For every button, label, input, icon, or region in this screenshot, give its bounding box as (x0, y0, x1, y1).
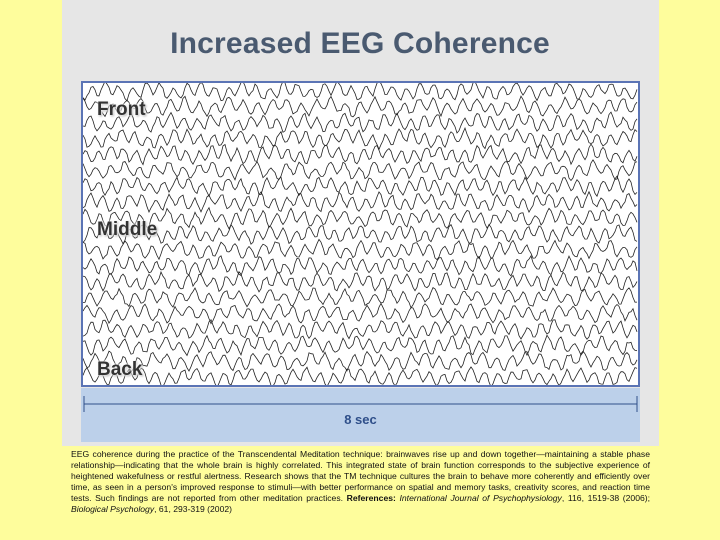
caption-text: EEG coherence during the practice of the Transcendental Meditation technique: brainwaves rise up and down together—maintaining a stable phase relationship—indicating that the whole brain is highly correlated. This integrated state of brain function corresponds to the subjective experience of heightened wakefulness or restful alertness. Research shows that the TM technique cultures the brain to behave more coherently and efficiently over time, as seen in a person's improved response to stimuli—with better performance on spatial and memory tasks, creativity scores, and reaction time tests. Such findings are not reported from other meditation practices. (71, 449, 650, 503)
eeg-trace (83, 83, 637, 101)
eeg-trace (83, 225, 637, 245)
eeg-trace (83, 208, 637, 229)
page-title: Increased EEG Coherence (170, 27, 550, 60)
region-label-back: Back (97, 359, 143, 380)
eeg-trace (83, 112, 637, 133)
eeg-trace (83, 335, 637, 355)
eeg-trace (83, 303, 637, 323)
caption (71, 449, 650, 515)
time-scale-bar (81, 388, 640, 442)
eeg-panel (81, 81, 640, 387)
reference-1-details: , 116, 1519-38 (2006); (561, 493, 651, 503)
reference-2-details: , 61, 293-319 (2002) (154, 504, 233, 514)
eeg-trace (83, 256, 637, 276)
eeg-trace (83, 320, 637, 340)
eeg-trace (83, 96, 637, 117)
eeg-trace (83, 239, 637, 259)
region-label-front: Front (97, 99, 146, 120)
time-scale-label: 8 sec (344, 412, 377, 427)
eeg-trace (83, 351, 637, 372)
eeg-trace (83, 288, 637, 308)
region-label-middle: Middle (97, 219, 158, 240)
reference-1-journal: International Journal of Psychophysiology (399, 493, 562, 503)
eeg-trace (83, 144, 637, 165)
eeg-trace (83, 367, 637, 385)
eeg-trace (83, 160, 637, 181)
eeg-trace (83, 176, 637, 196)
eeg-traces (83, 83, 638, 385)
references-label: References: (346, 493, 396, 503)
eeg-trace (83, 192, 637, 212)
eeg-trace (83, 128, 637, 149)
reference-2-journal: Biological Psychology (71, 504, 155, 514)
